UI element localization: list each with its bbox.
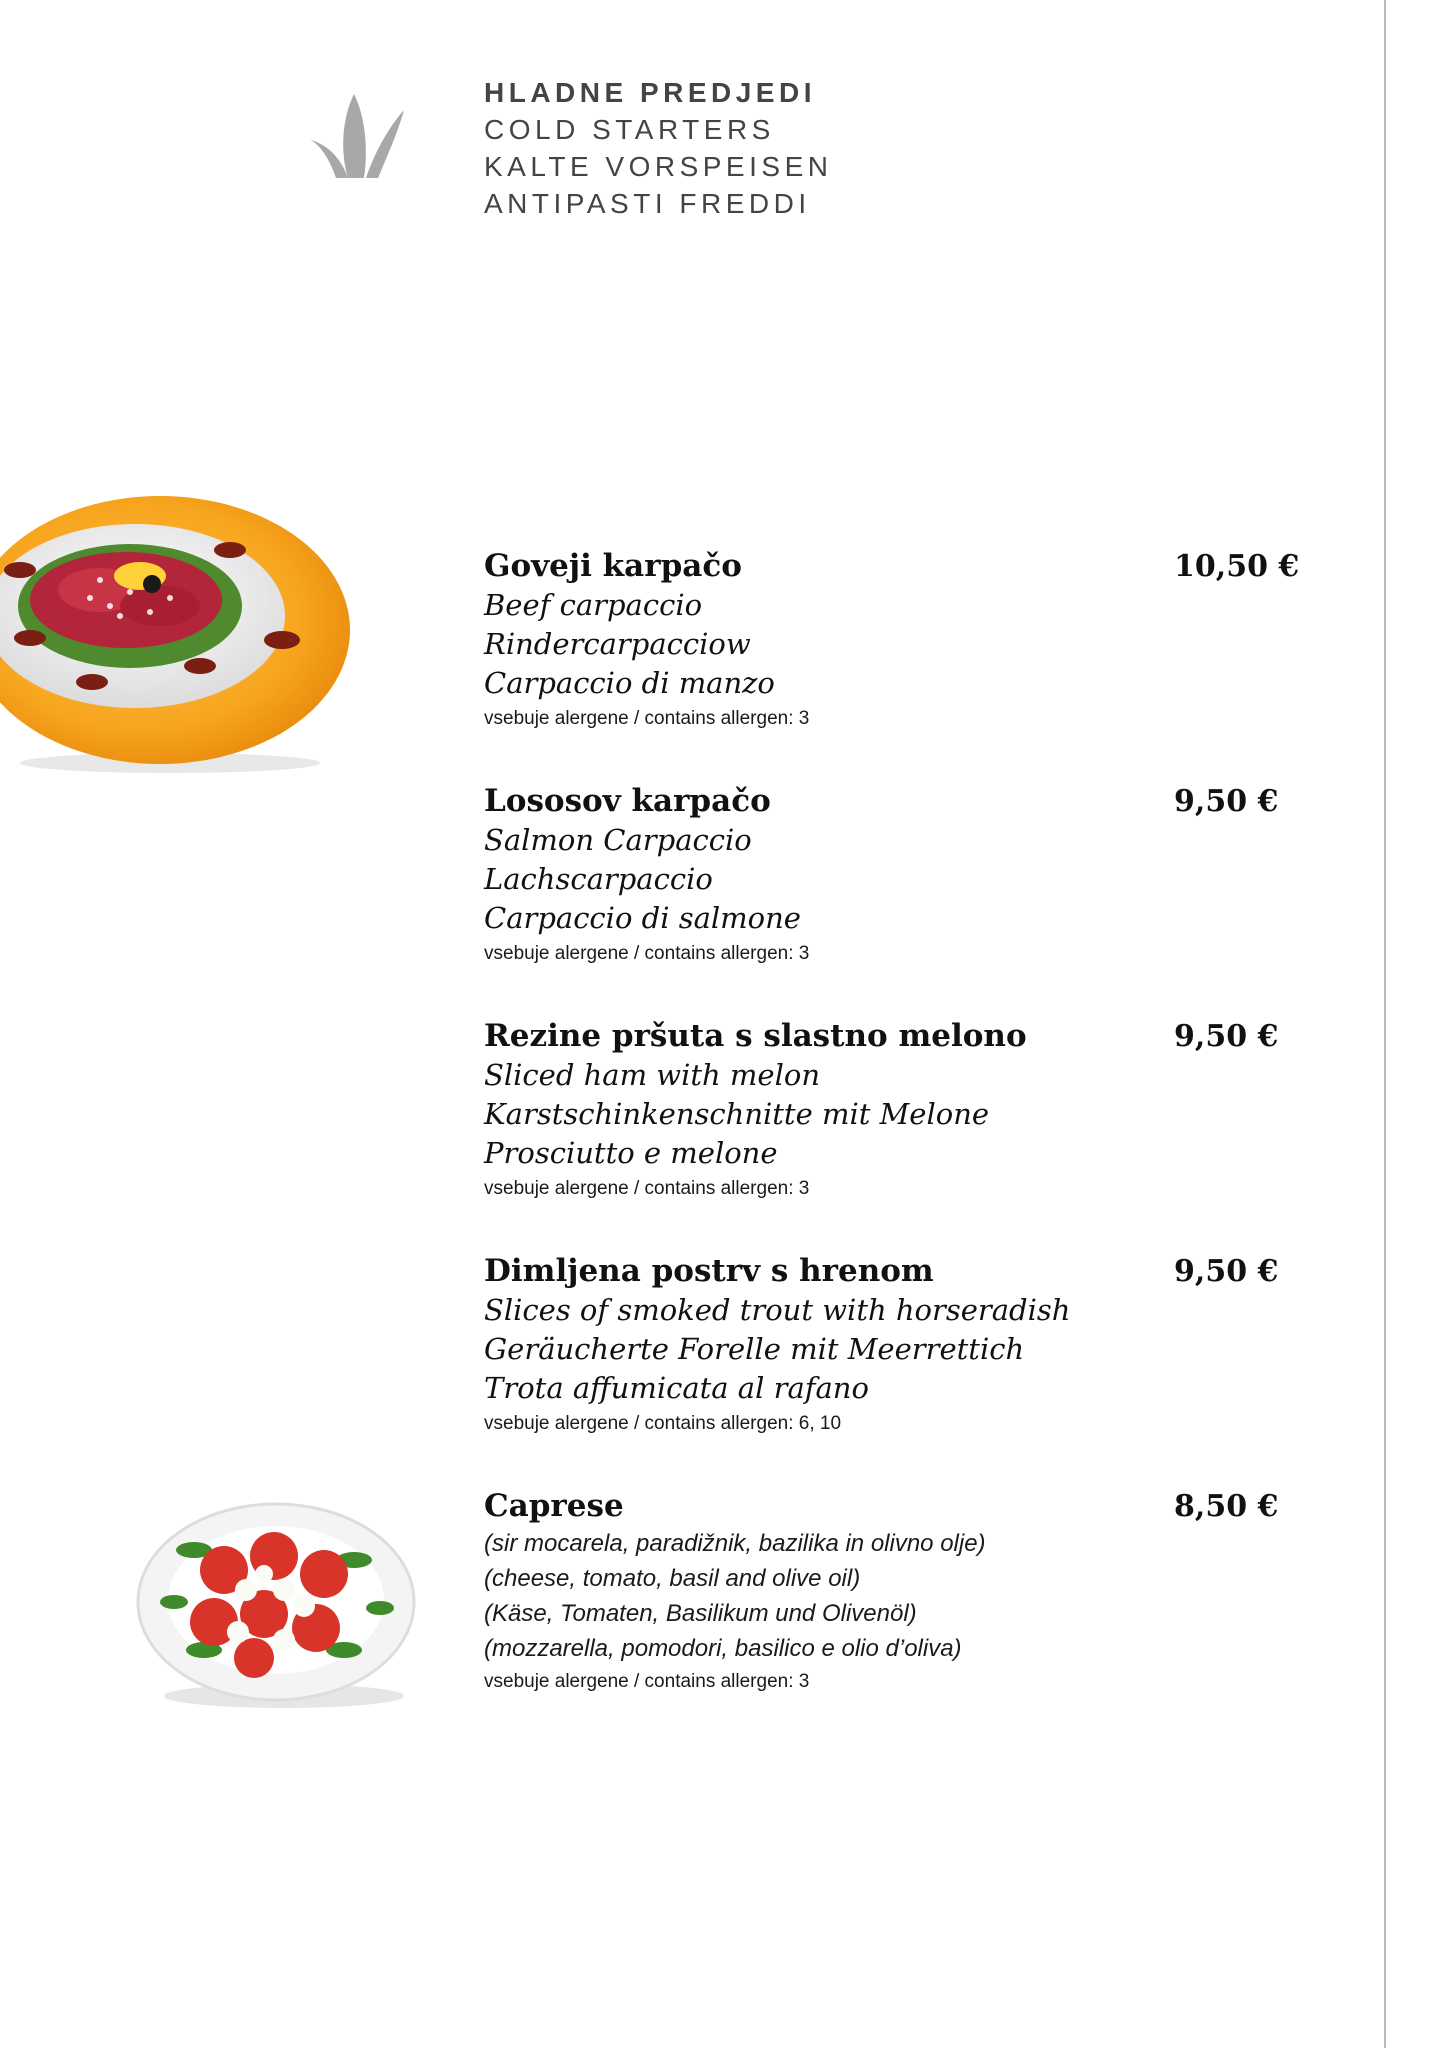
section-title-italian: ANTIPASTI FREDDI: [484, 188, 811, 219]
page-edge-rule: [1384, 0, 1386, 2048]
dish-allergens: vsebuje alergene / contains allergen: 3: [484, 1178, 810, 1199]
dish-allergens: vsebuje alergene / contains allergen: 3: [484, 943, 810, 964]
crown-leaf-logo: [304, 92, 408, 182]
menu-section-header: [484, 74, 832, 222]
dish-translation-german: Lachscarpaccio: [484, 862, 713, 896]
dish-name: Caprese: [484, 1488, 624, 1524]
dish-translation-german: Karstschinkenschnitte mit Melone: [484, 1097, 990, 1131]
dish-name: Dimljena postrv s hrenom: [484, 1253, 934, 1289]
dish-translation-italian: Carpaccio di salmone: [484, 901, 801, 935]
dish-translation-english: Slices of smoked trout with horseradish: [484, 1293, 1071, 1327]
dish-translation-german: Geräucherte Forelle mit Meerrettich: [484, 1332, 1025, 1366]
dish-price: 8,50 €: [1174, 1489, 1279, 1524]
caprese-plate-image: [134, 1490, 418, 1712]
section-title-german: KALTE VORSPEISEN: [484, 151, 833, 182]
dish-price: 9,50 €: [1174, 1019, 1279, 1054]
dish-name: Rezine pršuta s slastno melono: [484, 1018, 1027, 1054]
dish-translation-italian: Prosciutto e melone: [484, 1136, 778, 1170]
dish-translation-english: Beef carpaccio: [484, 588, 703, 622]
section-title-english: COLD STARTERS: [484, 114, 775, 145]
dish-price: 10,50 €: [1174, 549, 1300, 584]
dish-description-slovenian: (sir mocarela, paradižnik, bazilika in olivno olje): [484, 1530, 986, 1557]
dish-name: Goveji karpačo: [484, 548, 742, 584]
dish-translation-german: Rindercarpacciow: [484, 627, 751, 661]
dish-translation-italian: Carpaccio di manzo: [484, 666, 775, 700]
dish-allergens: vsebuje alergene / contains allergen: 3: [484, 708, 810, 729]
dish-description-english: (cheese, tomato, basil and olive oil): [484, 1565, 861, 1592]
carpaccio-plate-image: [0, 488, 352, 778]
section-title-slovenian: HLADNE PREDJEDI: [484, 77, 816, 108]
dish-allergens: vsebuje alergene / contains allergen: 6, 10: [484, 1413, 842, 1434]
dish-allergens: vsebuje alergene / contains allergen: 3: [484, 1671, 810, 1692]
dish-translation-english: Salmon Carpaccio: [484, 823, 752, 857]
dish-description-german: (Käse, Tomaten, Basilikum und Olivenöl): [484, 1600, 917, 1627]
dish-price: 9,50 €: [1174, 1254, 1279, 1289]
dish-price: 9,50 €: [1174, 784, 1279, 819]
dish-description-italian: (mozzarella, pomodori, basilico e olio d’oliva): [484, 1635, 962, 1662]
dish-translation-english: Sliced ham with melon: [484, 1058, 821, 1092]
dish-translation-italian: Trota affumicata al rafano: [484, 1371, 869, 1405]
dish-name: Lososov karpačo: [484, 783, 771, 819]
